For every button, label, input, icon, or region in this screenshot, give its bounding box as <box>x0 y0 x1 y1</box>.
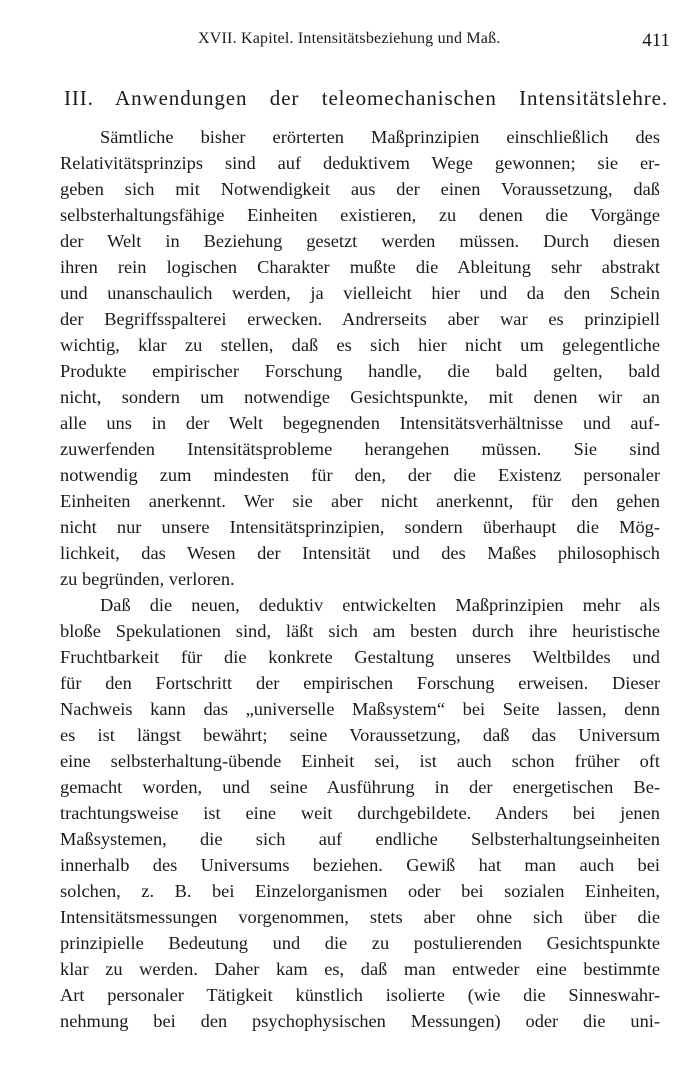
body-text <box>60 124 660 1034</box>
text-line: zuwerfenden Intensitätsprobleme herangehen müssen. Sie sind <box>60 439 660 459</box>
text-line: Produkte empirischer Forschung handle, die bald gelten, bald <box>60 361 660 381</box>
text-line: trachtungsweise ist eine weit durchgebildete. Anders bei jenen <box>60 803 660 823</box>
text-line: selbsterhaltungsfähige Einheiten existieren, zu denen die Vorgänge <box>60 205 660 225</box>
text-line: ihren rein logischen Charakter mußte die Ableitung sehr abstrakt <box>60 257 660 277</box>
text-line: Art personaler Tätigkeit künstlich isolierte (wie die Sinneswahr- <box>60 985 660 1005</box>
text-line: der Welt in Beziehung gesetzt werden müssen. Durch diesen <box>60 231 660 251</box>
text-line: Intensitätsmessungen vorgenommen, stets aber ohne sich über die <box>60 907 660 927</box>
text-line: gemacht worden, und seine Ausführung in der energetischen Be- <box>60 777 660 797</box>
text-line: solchen, z. B. bei Einzelorganismen oder bei sozialen Einheiten, <box>60 881 660 901</box>
text-line: klar zu werden. Daher kam es, daß man entweder eine bestimmte <box>60 959 660 979</box>
section-heading: III. Anwendungen der teleomechanischen Intensitätslehre. <box>64 86 668 110</box>
text-line: wichtig, klar zu stellen, daß es sich hier nicht um gelegentliche <box>60 335 660 355</box>
text-line: Sämtliche bisher erörterten Maßprinzipien einschließlich des <box>100 127 660 147</box>
text-line: nehmung bei den psychophysischen Messungen) oder die uni- <box>60 1011 660 1031</box>
text-line: Relativitätsprinzips sind auf deduktivem Wege gewonnen; sie er- <box>60 153 660 173</box>
text-line: eine selbsterhaltung-übende Einheit sei, ist auch schon früher oft <box>60 751 660 771</box>
text-line: nicht nur unsere Intensitätsprinzipien, sondern überhaupt die Mög- <box>60 517 660 537</box>
text-line: alle uns in der Welt begegnenden Intensitätsverhältnisse und auf- <box>60 413 660 433</box>
text-line: Maßsystemen, die sich auf endliche Selbsterhaltungseinheiten <box>60 829 660 849</box>
text-line: lichkeit, das Wesen der Intensität und des Maßes philosophisch <box>60 543 660 563</box>
text-line: es ist längst bewährt; seine Voraussetzung, daß das Universum <box>60 725 660 745</box>
text-line: prinzipielle Bedeutung und die zu postulierenden Gesichtspunkte <box>60 933 660 953</box>
text-line: notwendig zum mindesten für den, der die Existenz personaler <box>60 465 660 485</box>
text-line: der Begriffsspalterei erwecken. Andrerseits aber war es prinzipiell <box>60 309 660 329</box>
running-header <box>60 30 670 54</box>
running-title: XVII. Kapitel. Intensitätsbeziehung und Maß. <box>198 30 501 47</box>
text-line: Nachweis kann das „universelle Maßsystem“ bei Seite lassen, denn <box>60 699 660 719</box>
text-line: geben sich mit Notwendigkeit aus der einen Voraussetzung, daß <box>60 179 660 199</box>
text-line: bloße Spekulationen sind, läßt sich am besten durch ihre heuristische <box>60 621 660 641</box>
text-line: und unanschaulich werden, ja vielleicht hier und da den Schein <box>60 283 660 303</box>
text-line: Einheiten anerkennt. Wer sie aber nicht anerkennt, für den gehen <box>60 491 660 511</box>
text-line: zu begründen, verloren. <box>60 569 235 589</box>
text-line: für den Fortschritt der empirischen Forschung erweisen. Dieser <box>60 673 660 693</box>
text-line: innerhalb des Universums beziehen. Gewiß hat man auch bei <box>60 855 660 875</box>
text-line: nicht, sondern um notwendige Gesichtspunkte, mit denen wir an <box>60 387 660 407</box>
page-number: 411 <box>642 30 670 51</box>
text-line: Fruchtbarkeit für die konkrete Gestaltung unseres Weltbildes und <box>60 647 660 667</box>
text-line: Daß die neuen, deduktiv entwickelten Maßprinzipien mehr als <box>100 595 660 615</box>
